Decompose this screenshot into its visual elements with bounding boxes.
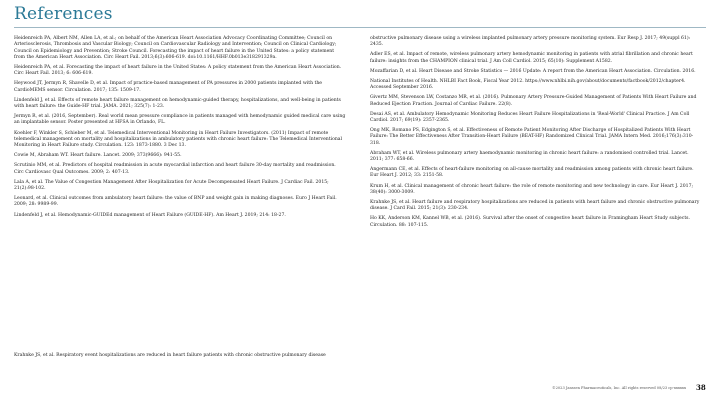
reference-entry: Jermyn R, et al. (2016, September). Real world mean pressure compliance in patients managed with hemodynamic guided medical care using an implantable sensor. Poster presented at HFSA in Orlando, FL.	[14, 114, 346, 126]
reference-entry: Heywood JT, Jermyn R, Shavelle D, et al. Impact of practice-based management of PA pressures in 2000 patients implanted with the CardioMEMS sensor. Circulation. 2017; 135: 1509-17.	[14, 81, 323, 93]
reference-entry: Lindenfeld J, et al. Hemodynamic-GUIDEd management of Heart Failure (GUIDE-HF). Am Heart J. 2019; 214: 18-27.	[14, 212, 286, 218]
reference-entry: Heidenreich PA, Albert NM, Allen LA, et al.; on behalf of the American Heart Association Advocacy Coordinating Committee; Council on Arteriosclerosis, Thrombosis and Vascular Biology; Council on Cardiovascular Radiology and Intervention; Council on Clinical Cardiology; Council on Epidemiology and Prevention; Stroke Council. Forecasting the impact of heart failure in the United States: a policy statement from the American Heart Association. Circ Heart Fail. 2013;6(3):606-619. doi:10.1161/HHF.0b013e318291329a.	[14, 36, 337, 60]
reference-entry: Ho KK, Anderson KM, Kannel WB, et al. (2016). Survival after the onset of congestive heart failure in Framingham Heart Study subjects. Circulation. 88: 107-115.	[370, 216, 690, 228]
reference-entry: Koehler F, Winkler S, Schieber M, et al. Telemedical Interventional Monitoring in Heart Failure Investigators. (2011) Impact of remote telemedical management on mortality and hospitalizations in ambulatory patients with chronic heart failure: The Telemedical Interventional Monitoring in Heart Failure study. Circulation. 123: 1873-1880. 3 Dec 13.	[14, 130, 343, 149]
reference-entry: Krahnke JS, et al. Heart failure and respiratory hospitalizations are reduced in patients with heart failure and chronic obstructive pulmonary disease. J Card Fail. 2015; 21(3): 230-234.	[370, 199, 700, 212]
reference-entry: Ong MK, Romano PS, Edgington S, et al. Effectiveness of Remote Patient Monitoring After Discharge of Hospitalized Patients With Heart Failure: The Better Effectiveness After Transition-Heart Failure (BEAT-HF) Randomized Clinical Trial. JAMA Intern Med. 2016;176(3):310-318.	[370, 128, 694, 146]
reference-entry: Krum H, et al. Clinical management of chronic heart failure: the role of remote monitoring and new technology in care. Eur Heart J. 2017; 38(40): 3000-3009.	[370, 183, 694, 195]
title-divider	[14, 27, 706, 28]
footnote: Krahnke JS, et al. Respiratory event hospitalizations are reduced in heart failure patients with chronic obstructive pulmonary disease	[14, 353, 326, 358]
page-title: References	[14, 4, 113, 24]
reference-entry: Abraham WT, et al. Wireless pulmonary artery haemodynamic monitoring in chronic heart failure: a randomised controlled trial. Lancet. 2011; 377: 658-66.	[370, 150, 689, 163]
page-number: 38	[696, 383, 706, 392]
reference-entry: Adler ES, et al. Impact of remote, wireless pulmonary artery hemodynamic monitoring in patients with atrial fibrillation and chronic heart failure: insights from the CHAMPION clinical trial. J Am Coll Cardiol. 2015; 65(10): Supplement A1582.	[370, 52, 693, 64]
reference-entry: Lindenfeld J, et al. Effects of remote heart failure management on hemodynamic-guided therapy, hospitalizations, and well-being in patients with heart failure: the Guide-HF trial. JAMA. 2021; 325(7): 1-23.	[14, 97, 341, 110]
reference-entry: Cowie M, Abraham WT. Heart failure. Lancet. 2009; 373(9666): 941-55.	[14, 153, 182, 159]
reference-entry: Mozaffarian D, et al. Heart Disease and Stroke Statistics — 2016 Update: A report from the American Heart Association. Circulation. 2016.	[370, 68, 696, 74]
reference-entry: Heidenreich PA, et al. Forecasting the impact of heart failure in the United States: A policy statement from the American Heart Association. Circ Heart Fail. 2013; 6: 606-619.	[14, 64, 342, 77]
references-left-column	[14, 36, 346, 223]
reference-entry: Scrutinio MM, et al. Predictors of hospital readmission in acute myocardial infarction and heart failure 30-day mortality and readmission. Circ Cardiovasc Qual Outcomes. 2009; 2: 407-13.	[14, 163, 336, 175]
reference-entry: National Institutes of Health. NHLBI Fact Book, Fiscal Year 2012. https://www.nhlbi.nih.gov/about/documents/factbook/2012/chapter4. Accessed September 2016.	[370, 78, 686, 91]
reference-entry: Angermann CE, et al. Effects of heart-failure monitoring on all-cause mortality and readmission among patients with chronic heart failure. Eur Heart J. 2012; 33: 2151-58.	[370, 167, 694, 179]
reference-entry: Desai AS, et al. Ambulatory Hemodynamic Monitoring Reduces Heart Failure Hospitalizations in 'Real-World' Clinical Practice. J Am Coll Cardiol. 2017; 69(19): 2357-2365.	[370, 111, 690, 123]
reference-entry: obstructive pulmonary disease using a wireless implanted pulmonary artery pressure monitoring system. Eur Resp J. 2017; 49(suppl 61): 2435.	[370, 36, 691, 48]
reference-entry: Givertz MM, Stevenson LW, Costanzo MR, et al. (2016). Pulmonary Artery Pressure-Guided Management of Patients With Heart Failure and Reduced Ejection Fraction. Journal of Cardiac Failure. 22(8).	[370, 95, 697, 107]
footer-copyright: ©2023 Janssen Pharmaceuticals, Inc. All rights reserved 08/23 cp-xxxxxx	[552, 386, 686, 390]
reference-entry: Lala A, et al. The Value of Congestion Management After Hospitalization for Acute Decompensated Heart Failure. J Cardiac Fail. 2015; 21(2):98-102.	[14, 179, 329, 192]
references-right-column	[370, 36, 702, 233]
reference-entry: Leonard, et al. Clinical outcomes from ambulatory heart failure: the value of BNP and weight gain in making diagnoses. Euro J Heart Fail. 2009; 28: 9989-99.	[14, 196, 337, 208]
